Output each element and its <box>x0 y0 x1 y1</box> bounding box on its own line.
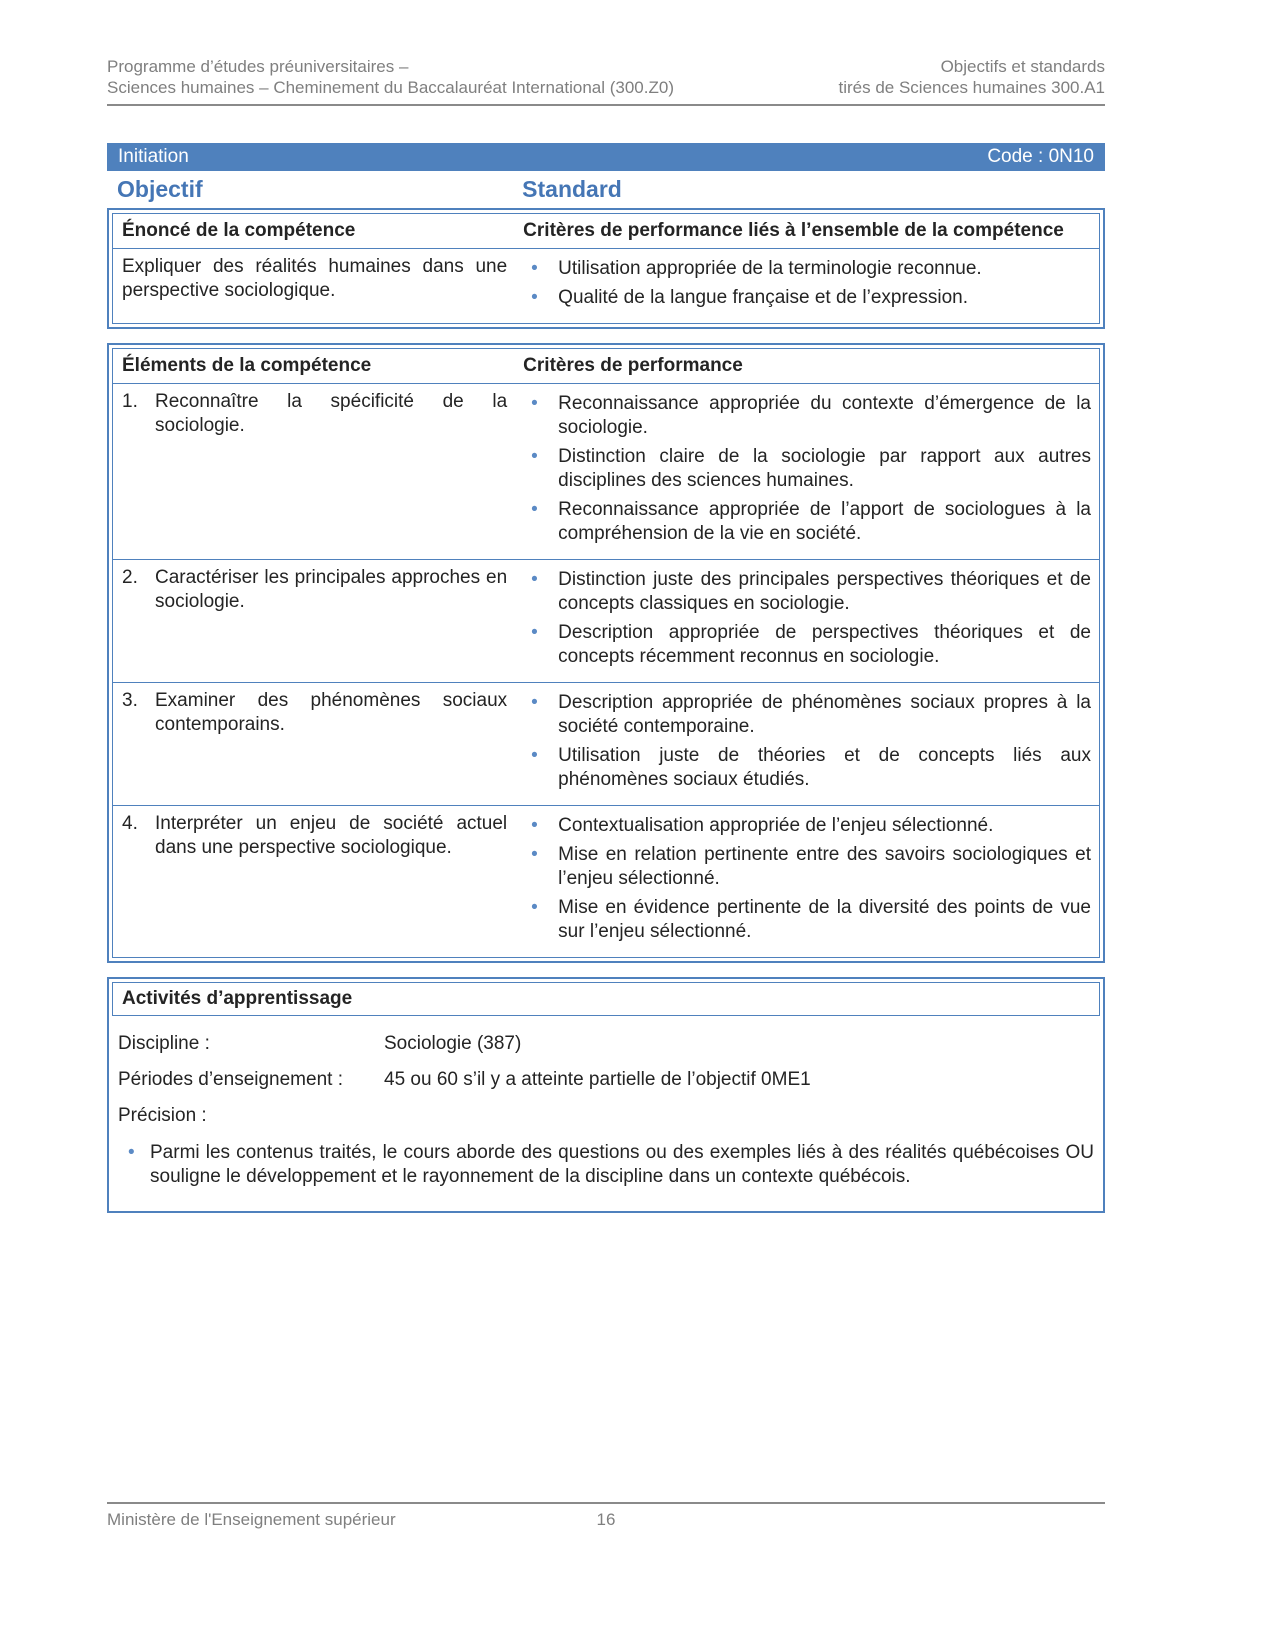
field-row <box>118 1032 1096 1056</box>
elements-header-cell: Éléments de la compétence <box>122 355 372 376</box>
header-objectifs-line: Objectifs et standards <box>940 57 1105 76</box>
precision-bullet <box>118 1141 1096 1189</box>
page-header <box>107 0 1105 98</box>
bullet-icon: • <box>531 844 538 865</box>
bullet-icon: • <box>531 258 538 279</box>
bullet-item <box>523 843 1091 891</box>
criteres-list <box>523 806 1099 957</box>
row-number: 1. <box>122 391 138 412</box>
bullet-text: Reconnaissance appropriée du contexte d’émergence de la sociologie. <box>558 393 1091 438</box>
field-value: 45 ou 60 s’il y a atteinte partielle de l’objectif 0ME1 <box>384 1069 811 1090</box>
activites-body <box>112 1016 1100 1208</box>
bullet-icon: • <box>531 569 538 590</box>
section-banner <box>107 143 1105 171</box>
spacer <box>107 329 1105 343</box>
bullet-icon: • <box>531 692 538 713</box>
enonce-header-cell: Énoncé de la compétence <box>122 220 356 241</box>
elements-header-row <box>113 349 1099 383</box>
element-text: Caractériser les principales approches en sociologie. <box>155 567 508 612</box>
page-footer <box>107 1502 1105 1532</box>
bullet-icon: • <box>531 897 538 918</box>
header-program-line: Programme d’études préuniversitaires – <box>107 57 409 76</box>
element-cell <box>113 560 523 682</box>
criteres-list <box>523 683 1099 805</box>
bullet-icon: • <box>531 622 538 643</box>
bullet-text: Reconnaissance appropriée de l’apport de sociologues à la compréhension de la vie en société. <box>558 499 1091 544</box>
bullet-item <box>523 392 1091 440</box>
footer-row <box>107 1508 1105 1532</box>
bullet-item <box>523 568 1091 616</box>
header-rule <box>107 104 1105 106</box>
bullet-item <box>523 621 1091 669</box>
bullet-item <box>523 814 1091 838</box>
footer-ministry: Ministère de l'Enseignement supérieur <box>107 1510 396 1529</box>
bullet-text: Mise en relation pertinente entre des savoirs sociologiques et l’enjeu sélectionné. <box>558 844 1091 889</box>
criteres-header-cell: Critères de performance <box>523 355 743 376</box>
banner-code: Code : 0N10 <box>987 146 1094 167</box>
field-value: Sociologie (387) <box>384 1033 522 1054</box>
row-number: 2. <box>122 567 138 588</box>
spacer <box>107 963 1105 977</box>
bullet-icon: • <box>531 745 538 766</box>
elements-table-inner <box>112 348 1100 958</box>
element-cell <box>113 683 523 805</box>
bullet-text: Mise en évidence pertinente de la diversité des points de vue sur l’enjeu sélectionné. <box>558 897 1091 942</box>
element-cell <box>113 806 523 957</box>
field-row <box>118 1068 1096 1092</box>
element-text: Examiner des phénomènes sociaux contemporains. <box>155 690 508 735</box>
criteres-list <box>523 384 1099 559</box>
enonce-header-row <box>113 214 1099 248</box>
footer-spacer <box>772 1508 1105 1532</box>
bullet-item <box>523 445 1091 493</box>
standard-heading: Standard <box>522 176 622 202</box>
bullet-icon: • <box>128 1142 135 1163</box>
bullet-item <box>523 286 1091 310</box>
field-row <box>118 1104 1096 1128</box>
table-row <box>113 248 1099 323</box>
bullet-item <box>523 691 1091 739</box>
header-source-line: tirés de Sciences humaines 300.A1 <box>838 78 1105 97</box>
bullet-text: Contextualisation appropriée de l’enjeu sélectionné. <box>558 815 994 836</box>
header-left <box>107 56 674 98</box>
field-label: Discipline : <box>118 1033 210 1054</box>
bullet-icon: • <box>531 815 538 836</box>
column-headings <box>107 177 1105 201</box>
element-cell <box>113 384 523 559</box>
banner-title: Initiation <box>118 146 189 167</box>
criteres-list <box>523 249 1099 323</box>
footer-rule <box>107 1502 1105 1504</box>
bullet-item <box>523 744 1091 792</box>
bullet-icon: • <box>531 446 538 467</box>
row-number: 3. <box>122 690 138 711</box>
page-number: 16 <box>596 1510 616 1529</box>
element-text: Interpréter un enjeu de société actuel dans une perspective sociologique. <box>155 813 508 858</box>
bullet-text: Utilisation juste de théories et de concepts liés aux phénomènes sociaux étudiés. <box>558 745 1091 790</box>
field-value <box>384 1104 1096 1128</box>
header-right <box>839 56 1106 98</box>
table-row <box>113 805 1099 957</box>
activites-header: Activités d’apprentissage <box>112 982 1100 1016</box>
bullet-text: Distinction juste des principales perspectives théoriques et de concepts classiques en sociologie. <box>558 569 1091 614</box>
field-label: Précision : <box>118 1105 207 1126</box>
element-text: Reconnaître la spécificité de la sociologie. <box>155 391 508 436</box>
activites-table <box>107 977 1105 1213</box>
bullet-text: Qualité de la langue française et de l’expression. <box>558 287 968 308</box>
enonce-text: Expliquer des réalités humaines dans une perspective sociologique. <box>122 256 508 301</box>
criteres-list <box>523 560 1099 682</box>
bullet-icon: • <box>531 499 538 520</box>
bullet-text: Distinction claire de la sociologie par rapport aux autres disciplines des sciences humaines. <box>558 446 1091 491</box>
bullet-item <box>523 257 1091 281</box>
bullet-item <box>523 498 1091 546</box>
bullet-icon: • <box>531 287 538 308</box>
table-row <box>113 559 1099 682</box>
bullet-text: Utilisation appropriée de la terminologie reconnue. <box>558 258 982 279</box>
criteres-ensemble-header-cell: Critères de performance liés à l’ensemble de la compétence <box>523 220 1064 241</box>
elements-table <box>107 343 1105 963</box>
header-subject-line: Sciences humaines – Cheminement du Baccalauréat International (300.Z0) <box>107 78 674 97</box>
table-row <box>113 383 1099 559</box>
enonce-table <box>107 208 1105 329</box>
field-label: Périodes d’enseignement : <box>118 1069 343 1090</box>
bullet-text: Description appropriée de phénomènes sociaux propres à la société contemporaine. <box>558 692 1091 737</box>
row-number: 4. <box>122 813 138 834</box>
bullet-text: Description appropriée de perspectives théoriques et de concepts récemment reconnus en sociologie. <box>558 622 1091 667</box>
objectif-heading: Objectif <box>117 176 203 202</box>
precision-text: Parmi les contenus traités, le cours aborde des questions ou des exemples liés à des réalités québécoises OU souligne le développement et le rayonnement de la discipline dans un contexte québécois. <box>150 1142 1094 1187</box>
enonce-table-inner <box>112 213 1100 324</box>
bullet-item <box>523 896 1091 944</box>
table-row <box>113 682 1099 805</box>
bullet-icon: • <box>531 393 538 414</box>
